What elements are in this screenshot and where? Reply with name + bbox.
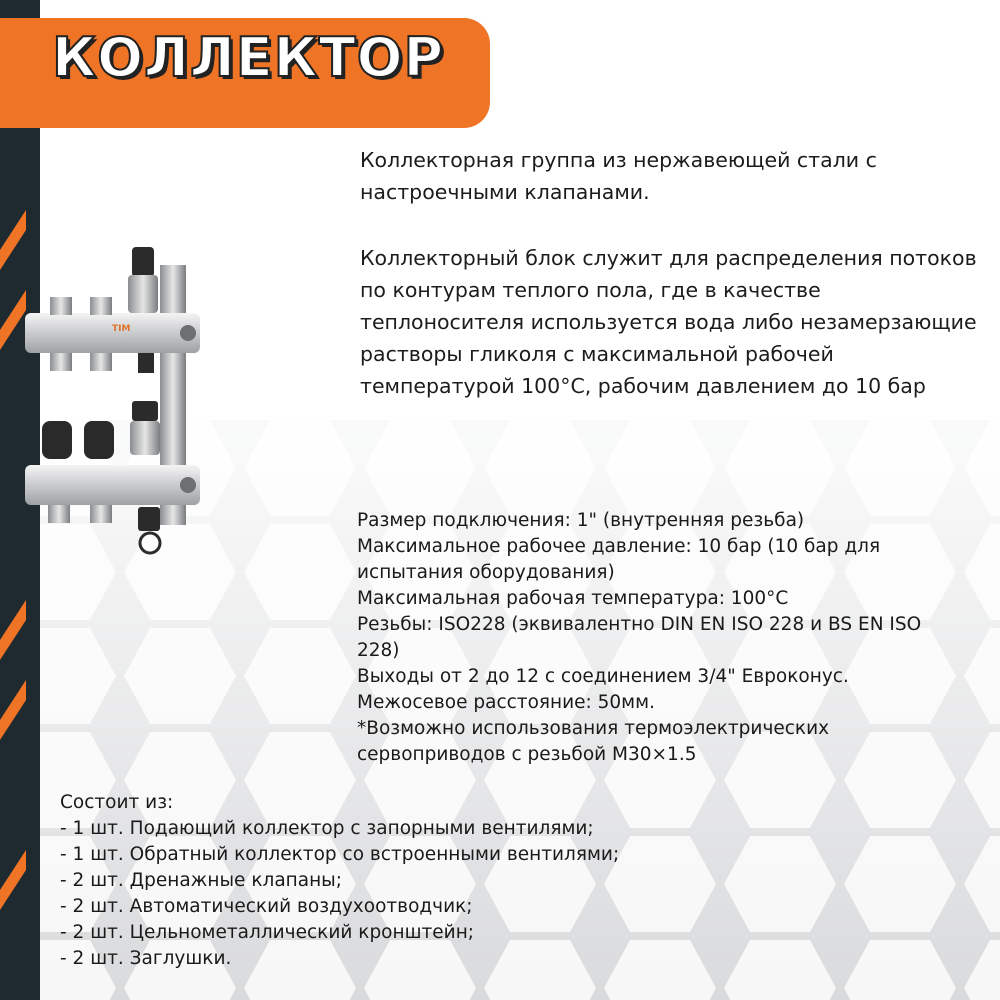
- composition-item: - 2 шт. Автоматический воздухоотводчик;: [60, 896, 473, 917]
- spec-item: Максимальное рабочее давление: 10 бар (10 бар для испытания оборудования): [357, 536, 881, 583]
- composition-item: - 2 шт. Цельнометаллический кронштейн;: [60, 922, 475, 943]
- spec-item: Межосевое расстояние: 50мм.: [357, 692, 655, 713]
- composition-item: - 1 шт. Обратный коллектор со встроенными вентилями;: [60, 844, 620, 865]
- composition-list: [60, 816, 760, 972]
- composition-item: - 1 шт. Подающий коллектор с запорными вентилями;: [60, 818, 594, 839]
- manifold-product-image: [20, 225, 320, 565]
- description-text: Коллекторный блок служит для распределения потоков по контурам теплого пола, где в качестве теплоносителя используется вода либо незамерзающие растворы гликоля с максимальной рабочей температурой 100°С, рабочим давлением до 10 бар: [360, 246, 977, 398]
- spec-item: *Возможно использования термоэлектрических сервоприводов с резьбой М30×1.5: [357, 718, 830, 765]
- spec-item: Выходы от 2 до 12 с соединением 3/4" Евроконус.: [357, 666, 849, 687]
- spec-item: Размер подключения: 1" (внутренняя резьба): [357, 510, 805, 531]
- spec-item: Максимальная рабочая температура: 100°С: [357, 588, 789, 609]
- composition-item: - 2 шт. Заглушки.: [60, 948, 232, 969]
- composition-item: - 2 шт. Дренажные клапаны;: [60, 870, 343, 891]
- brand-mark: TIM: [112, 324, 131, 334]
- spec-item: Резьбы: ISO228 (эквивалентно DIN EN ISO 228 и BS EN ISO 228): [357, 614, 922, 661]
- specifications-list: [357, 508, 957, 768]
- intro-text: Коллекторная группа из нержавеющей стали с настроечными клапанами.: [360, 148, 877, 204]
- composition-heading: Состоит из:: [60, 792, 174, 813]
- page-title: КОЛЛЕКТОР: [52, 26, 445, 89]
- composition-section: [60, 790, 760, 972]
